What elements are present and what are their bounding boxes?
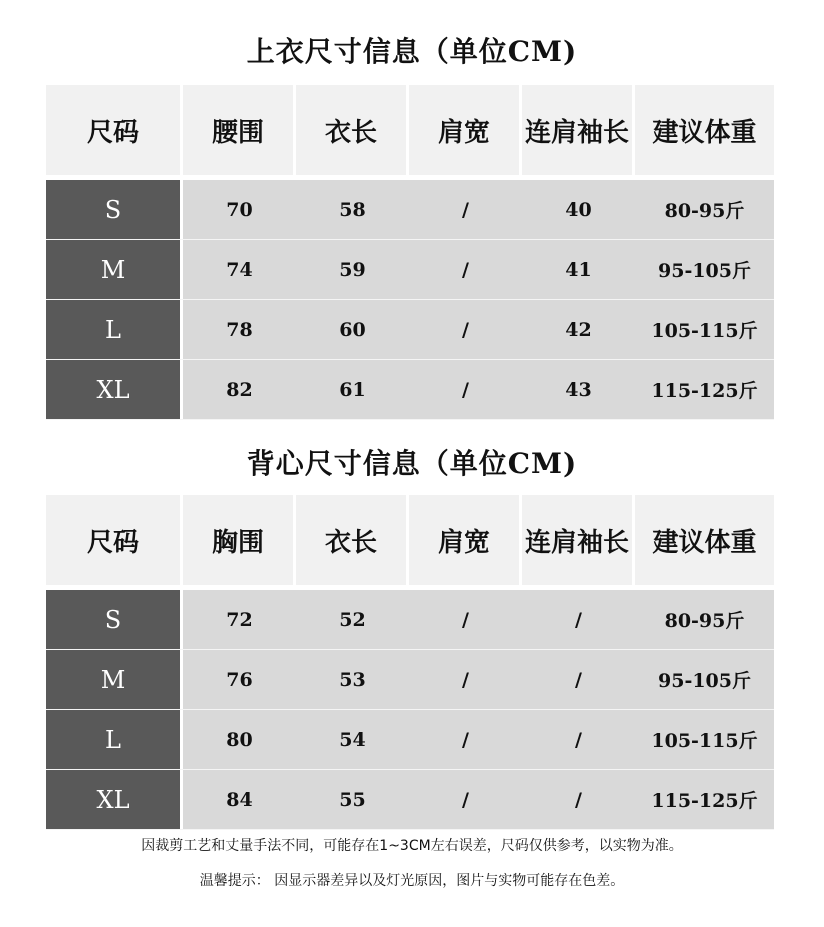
table-cell: 80-95斤 — [635, 590, 774, 649]
header-cell: 尺码 — [46, 85, 183, 175]
table-row — [46, 650, 774, 710]
table-cell: / — [522, 590, 635, 649]
table-cell: / — [522, 710, 635, 769]
table-cell: 105-115斤 — [635, 300, 774, 359]
table-cell: / — [409, 650, 522, 709]
table-cell: 95-105斤 — [635, 650, 774, 709]
table-cell: / — [409, 710, 522, 769]
table-cell: / — [409, 300, 522, 359]
table-cell: 115-125斤 — [635, 770, 774, 829]
table-row — [46, 770, 774, 830]
table-cell: 72 — [183, 590, 296, 649]
header-cell: 建议体重 — [635, 85, 774, 175]
table-cell: 41 — [522, 240, 635, 299]
size-cell: L — [46, 710, 183, 769]
table-cell: 105-115斤 — [635, 710, 774, 769]
size-cell: S — [46, 590, 183, 649]
table-row — [46, 240, 774, 300]
table-cell: 61 — [296, 360, 409, 419]
header-cell: 建议体重 — [635, 495, 774, 585]
size-cell: XL — [46, 360, 183, 419]
measurement-note: 因裁剪工艺和丈量手法不同，可能存在1~3CM左右误差，尺码仅供参考，以实物为准。 — [141, 838, 683, 854]
table-cell: 74 — [183, 240, 296, 299]
table-header-row — [46, 495, 774, 585]
header-cell: 衣长 — [296, 495, 409, 585]
table-cell: 76 — [183, 650, 296, 709]
table-cell: 59 — [296, 240, 409, 299]
table-cell: 82 — [183, 360, 296, 419]
header-cell: 肩宽 — [409, 85, 522, 175]
table-cell: 55 — [296, 770, 409, 829]
table-cell: 58 — [296, 180, 409, 239]
header-cell: 腰围 — [183, 85, 296, 175]
table-row — [46, 300, 774, 360]
size-cell: L — [46, 300, 183, 359]
table-cell: 95-105斤 — [635, 240, 774, 299]
table-cell: 43 — [522, 360, 635, 419]
table-row — [46, 360, 774, 420]
header-cell: 肩宽 — [409, 495, 522, 585]
size-cell: S — [46, 180, 183, 239]
table-cell: 54 — [296, 710, 409, 769]
color-note: 温馨提示： 因显示器差异以及灯光原因，图片与实物可能存在色差。 — [199, 873, 625, 889]
table-row — [46, 590, 774, 650]
header-cell: 胸围 — [183, 495, 296, 585]
table-cell: 60 — [296, 300, 409, 359]
table-cell: / — [409, 770, 522, 829]
table-row — [46, 180, 774, 240]
table-cell: 52 — [296, 590, 409, 649]
table-cell: / — [409, 240, 522, 299]
table-cell: / — [522, 650, 635, 709]
table-cell: 53 — [296, 650, 409, 709]
top-table-title: 上衣尺寸信息（单位CM) — [246, 35, 578, 68]
table-cell: 80 — [183, 710, 296, 769]
size-cell: M — [46, 240, 183, 299]
table-cell: 40 — [522, 180, 635, 239]
table-cell: 115-125斤 — [635, 360, 774, 419]
header-cell: 衣长 — [296, 85, 409, 175]
table-cell: / — [522, 770, 635, 829]
table-cell: / — [409, 180, 522, 239]
header-cell: 连肩袖长 — [522, 495, 635, 585]
table-cell: 80-95斤 — [635, 180, 774, 239]
table-row — [46, 710, 774, 770]
table-cell: / — [409, 590, 522, 649]
table-cell: / — [409, 360, 522, 419]
bottom-size-table — [46, 495, 774, 830]
table-cell: 78 — [183, 300, 296, 359]
table-cell: 84 — [183, 770, 296, 829]
size-cell: M — [46, 650, 183, 709]
bottom-table-title: 背心尺寸信息（单位CM) — [246, 447, 578, 480]
table-cell: 42 — [522, 300, 635, 359]
header-cell: 尺码 — [46, 495, 183, 585]
size-cell: XL — [46, 770, 183, 829]
table-cell: 70 — [183, 180, 296, 239]
top-size-table — [46, 85, 774, 420]
table-header-row — [46, 85, 774, 175]
header-cell: 连肩袖长 — [522, 85, 635, 175]
